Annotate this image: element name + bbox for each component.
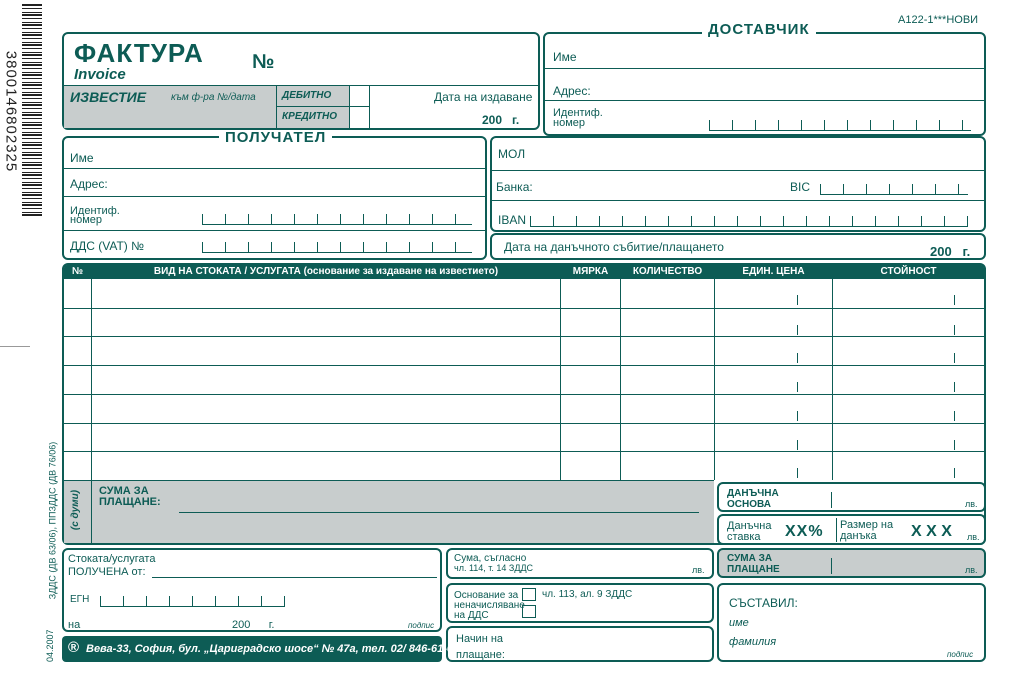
tax-base-label-1: ДАНЪЧНА bbox=[727, 488, 779, 499]
col-unit-price: ЕДИН. ЦЕНА bbox=[742, 266, 805, 277]
col-unit: МЯРКА bbox=[572, 266, 609, 277]
supplier-legend: ДОСТАВЧИК bbox=[702, 22, 816, 37]
table-row[interactable] bbox=[64, 423, 984, 452]
bank-row1-line bbox=[492, 170, 984, 171]
bic-cells[interactable] bbox=[820, 182, 968, 195]
mol-label: МОЛ bbox=[498, 147, 526, 161]
publisher-strip bbox=[62, 636, 460, 662]
debit-checkbox-right bbox=[369, 86, 370, 128]
side-divider bbox=[0, 346, 30, 347]
total-pay-currency: лв. bbox=[965, 565, 978, 575]
value-tick bbox=[954, 440, 955, 450]
supplier-box bbox=[543, 32, 986, 136]
table-row[interactable] bbox=[64, 365, 984, 394]
col-line-5 bbox=[832, 279, 833, 480]
egn-label: ЕГН bbox=[70, 594, 90, 605]
tax-amount-label-1: Размер на bbox=[840, 519, 894, 531]
vat-sum-box bbox=[446, 548, 714, 579]
basis-label-2: неначисляване bbox=[454, 600, 525, 611]
recipient-box bbox=[62, 136, 487, 260]
total-pay-box bbox=[717, 548, 986, 578]
recipient-address-label: Адрес: bbox=[70, 177, 108, 191]
unit-price-tick bbox=[797, 468, 798, 478]
compiled-box bbox=[717, 583, 986, 662]
sum-label-2: ПЛАЩАНЕ: bbox=[99, 496, 161, 508]
issue-date-label: Дата на издаване bbox=[434, 90, 533, 104]
supplier-row2-line bbox=[545, 100, 984, 101]
bic-label: BIC bbox=[790, 180, 811, 194]
recipient-vat-cells[interactable] bbox=[202, 240, 472, 253]
invoice-number-sign: № bbox=[252, 51, 275, 73]
form-code: А122-1***НОВИ bbox=[898, 14, 979, 26]
supplier-id-cells[interactable] bbox=[709, 118, 971, 131]
invoice-subtitle: Invoice bbox=[74, 66, 126, 83]
tax-rate-value: XX% bbox=[785, 523, 824, 540]
tax-event-year: 200 г. bbox=[930, 244, 971, 259]
unit-price-tick bbox=[797, 440, 798, 450]
tax-amount-currency: лв. bbox=[967, 532, 980, 542]
supplier-id-label-2: номер bbox=[553, 117, 585, 129]
recipient-row1-line bbox=[64, 168, 485, 169]
tax-base-divider bbox=[831, 492, 832, 508]
form-date: 04.2007 bbox=[45, 629, 55, 662]
tax-amount-label-2: данъка bbox=[840, 530, 877, 542]
barcode bbox=[22, 4, 42, 216]
total-pay-label-2: ПЛАЩАНЕ bbox=[727, 564, 780, 575]
vat-sum-currency: лв. bbox=[692, 565, 705, 575]
total-pay-divider bbox=[831, 558, 832, 574]
tax-event-label: Дата на данъчното събитие/плащането bbox=[504, 240, 724, 254]
received-year: 200 г. bbox=[232, 619, 275, 631]
compiled-name: име bbox=[729, 617, 749, 629]
value-tick bbox=[954, 325, 955, 335]
recipient-legend: ПОЛУЧАТЕЛ bbox=[219, 130, 332, 145]
table-row[interactable] bbox=[64, 394, 984, 423]
supplier-name-label: Име bbox=[553, 50, 577, 64]
col-line-4 bbox=[714, 279, 715, 480]
col-value: СТОЙНОСТ bbox=[880, 266, 937, 277]
supplier-row1-line bbox=[545, 68, 984, 69]
invoice-title-box bbox=[62, 32, 540, 130]
unit-price-tick bbox=[797, 353, 798, 363]
iban-cells[interactable] bbox=[530, 214, 968, 227]
col-description: ВИД НА СТОКАТА / УСЛУГАТА (основание за издаване на известието) bbox=[153, 266, 499, 277]
table-row[interactable] bbox=[64, 336, 984, 365]
recipient-id-label-2: номер bbox=[70, 214, 102, 226]
basis-checkbox-1[interactable] bbox=[522, 588, 536, 601]
publisher-text: Вева-33, София, бул. „Цариградско шосе“ № 47а, тел. 02/ 846-61-68 bbox=[86, 643, 460, 655]
issue-year: 200 г. bbox=[482, 113, 520, 127]
compiled-label: СЪСТАВИЛ: bbox=[729, 596, 798, 610]
credit-label: КРЕДИТНО bbox=[282, 111, 338, 122]
publisher-mark: ® bbox=[68, 639, 80, 656]
compiled-surname: фамилия bbox=[729, 636, 777, 648]
invoice-title: ФАКТУРА bbox=[74, 38, 204, 68]
vat-sum-label-1: Сума, съгласно bbox=[454, 553, 527, 564]
tax-event-box bbox=[490, 233, 986, 260]
tax-amount-value: X X X bbox=[911, 523, 952, 540]
tax-rate-label-2: ставка bbox=[727, 531, 761, 543]
received-label-1: Стоката/услугата bbox=[68, 553, 156, 565]
basis-checkbox-2[interactable] bbox=[522, 605, 536, 618]
tax-base-currency: лв. bbox=[965, 499, 978, 509]
value-tick bbox=[954, 382, 955, 392]
vat-sum-label-2: чл. 114, т. 14 ЗДДС bbox=[454, 563, 534, 573]
col-no: № bbox=[71, 266, 84, 277]
table-row[interactable] bbox=[64, 279, 984, 308]
sum-label-1: СУМА ЗА bbox=[99, 485, 149, 497]
received-on-label: на bbox=[68, 619, 81, 631]
compiled-sign: подпис bbox=[947, 650, 974, 659]
payment-label-1: Начин на bbox=[456, 633, 504, 645]
basis-label-1: Основание за bbox=[454, 590, 519, 601]
debit-credit-divider bbox=[277, 106, 369, 107]
col-line-1 bbox=[91, 279, 92, 480]
received-sign: подпис bbox=[408, 621, 435, 630]
law-reference: ЗДДС (ДВ 63/06), ППЗДДС (ДВ 76/06) bbox=[47, 441, 58, 600]
iban-label: IBAN bbox=[498, 213, 527, 227]
recipient-row3-line bbox=[64, 230, 485, 231]
value-tick bbox=[954, 295, 955, 305]
recipient-id-cells[interactable] bbox=[202, 212, 472, 225]
bank-row2-line bbox=[492, 200, 984, 201]
unit-price-tick bbox=[797, 411, 798, 421]
table-row[interactable] bbox=[64, 308, 984, 337]
egn-cells[interactable] bbox=[100, 594, 285, 607]
debit-label: ДЕБИТНО bbox=[282, 90, 332, 101]
unit-price-tick bbox=[797, 295, 798, 305]
basis-box bbox=[446, 583, 714, 623]
tax-rate-box bbox=[717, 514, 986, 545]
barcode-number: 3800146802325 bbox=[2, 50, 20, 173]
notice-suffix: към ф-ра №/дата bbox=[171, 92, 256, 103]
received-label-2: ПОЛУЧЕНА от: bbox=[68, 566, 146, 578]
col-line-3 bbox=[620, 279, 621, 480]
payment-label-2: плащане: bbox=[456, 649, 505, 661]
tax-base-box bbox=[717, 482, 986, 512]
in-words-label: (с думи) bbox=[70, 489, 81, 531]
items-table-header bbox=[64, 265, 984, 279]
bank-label: Банка: bbox=[496, 180, 533, 194]
recipient-vat-label: ДДС (VAT) № bbox=[70, 239, 145, 253]
supplier-id-label-1: Идентиф. bbox=[553, 107, 603, 119]
unit-price-tick bbox=[797, 325, 798, 335]
received-from-line[interactable] bbox=[152, 577, 437, 578]
value-tick bbox=[954, 468, 955, 478]
col-quantity: КОЛИЧЕСТВО bbox=[632, 266, 703, 277]
recipient-id-label-1: Идентиф. bbox=[70, 205, 120, 217]
tax-base-label-2: ОСНОВА bbox=[727, 499, 771, 510]
unit-price-tick bbox=[797, 382, 798, 392]
value-tick bbox=[954, 353, 955, 363]
bank-box bbox=[490, 136, 986, 232]
sum-divider bbox=[91, 480, 92, 543]
col-line-2 bbox=[560, 279, 561, 480]
value-tick bbox=[954, 411, 955, 421]
recipient-row2-line bbox=[64, 196, 485, 197]
basis-article: чл. 113, ал. 9 ЗДДС bbox=[542, 589, 633, 600]
table-row[interactable] bbox=[64, 451, 984, 480]
basis-label-3: на ДДС bbox=[454, 610, 489, 621]
total-pay-label-1: СУМА ЗА bbox=[727, 553, 773, 564]
payment-box bbox=[446, 626, 714, 662]
debit-checkbox-left bbox=[349, 86, 350, 128]
sum-line[interactable] bbox=[179, 512, 699, 513]
supplier-address-label: Адрес: bbox=[553, 84, 591, 98]
tax-rate-label-1: Данъчна bbox=[727, 520, 772, 532]
recipient-name-label: Име bbox=[70, 151, 94, 165]
received-box bbox=[62, 548, 442, 632]
tax-rate-divider bbox=[836, 518, 837, 542]
notice-label: ИЗВЕСТИЕ bbox=[70, 89, 147, 105]
